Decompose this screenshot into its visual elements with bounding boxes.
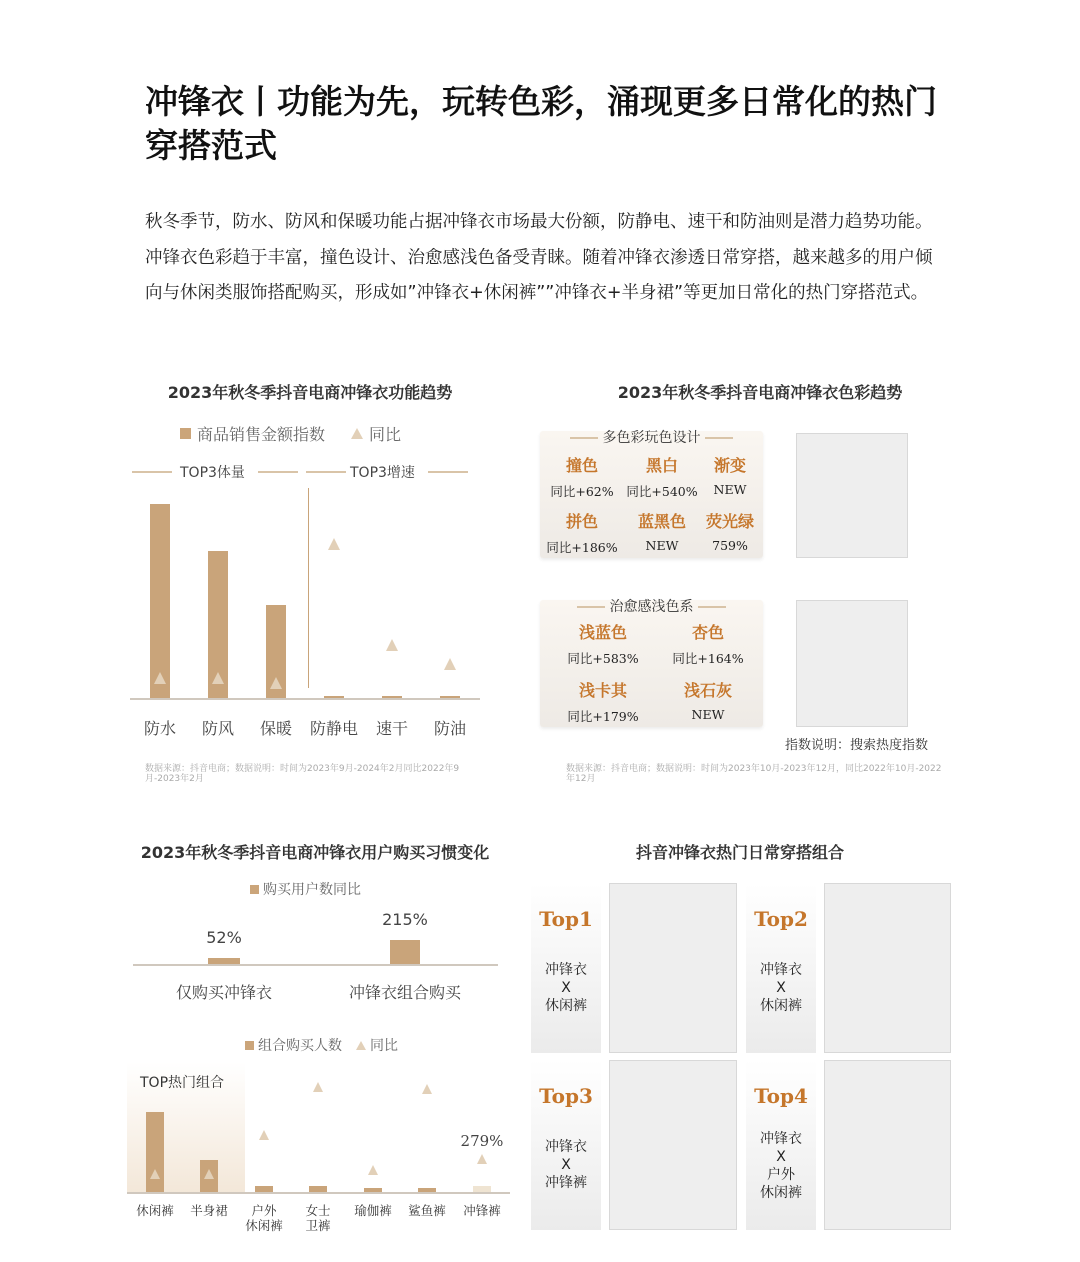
combo-label: 冲锋衣 X 冲锋裤 [545, 1139, 587, 1191]
color-value: 同比+164% [672, 651, 744, 666]
combo-bar [146, 1112, 164, 1192]
combo-legend-label: 组合购买人数 [258, 1038, 342, 1054]
color-value: 759% [712, 538, 748, 553]
bar-legend-label: 商品销售金额指数 [197, 425, 326, 444]
color-name: 杏色 [691, 623, 724, 642]
combo-bar [473, 1186, 491, 1192]
combo-yoy-marker [313, 1082, 323, 1092]
index-note: 指数说明：搜索热度指数 [785, 738, 929, 753]
group-label-top3-growth: TOP3增速 [350, 465, 415, 481]
combo-axis-labels [127, 1203, 510, 1239]
combo-bar [255, 1186, 273, 1192]
x-axis-line [130, 698, 480, 700]
outfit-tile-top1 [531, 883, 601, 1053]
triangle-legend-label: 同比 [369, 425, 402, 444]
combo-axis-label: 冲锋裤 [463, 1203, 501, 1218]
combo-axis-label: 半身裙 [190, 1203, 228, 1218]
combo-axis-label: 户外 休闲裤 [245, 1203, 283, 1233]
function-axis-label: 速干 [375, 719, 408, 738]
combo-triangle-label: 同比 [370, 1038, 398, 1054]
combo-yoy-marker [422, 1084, 432, 1094]
function-bar [382, 696, 402, 698]
outfit-photo-4 [824, 1060, 951, 1230]
yoy-marker [386, 639, 398, 651]
top-combo-label: TOP热门组合 [140, 1075, 225, 1091]
combo-axis-label: 休闲裤 [136, 1203, 174, 1218]
function-axis-label: 防风 [201, 719, 234, 738]
user-growth-bar [390, 940, 420, 964]
combo-triangle-icon [356, 1041, 366, 1050]
triangle-legend-icon [351, 428, 363, 439]
color-value: NEW [645, 538, 679, 553]
user-growth-value-label: 52% [206, 928, 242, 948]
habit-legend-label: 购买用户数同比 [263, 882, 361, 898]
color-name: 渐变 [713, 456, 746, 475]
light-color-card-header: 治愈感浅色系 [540, 596, 763, 616]
function-axis-label: 保暖 [259, 719, 292, 738]
color-name: 黑白 [645, 456, 678, 475]
combo-legend-swatch [245, 1041, 254, 1050]
group-line-left-a [132, 471, 172, 473]
yoy-marker [212, 672, 224, 684]
yoy-marker [328, 538, 340, 550]
combo-axis-label: 瑜伽裤 [354, 1203, 392, 1218]
outfit-tile-top4 [746, 1060, 816, 1230]
color-name: 浅卡其 [578, 681, 627, 700]
combo-yoy-value-label: 279% [460, 1132, 504, 1150]
color-name: 拼色 [565, 512, 598, 531]
yoy-marker [444, 658, 456, 670]
function-axis-label: 防静电 [309, 719, 358, 738]
function-axis-label: 防油 [433, 719, 466, 738]
color-value: 同比+540% [626, 484, 698, 499]
combo-axis-label: 鲨鱼裤 [408, 1203, 446, 1218]
rank-label: Top1 [539, 907, 593, 931]
x-axis-line [127, 1192, 510, 1194]
multicolor-card [540, 431, 763, 558]
color-value: 同比+186% [546, 540, 618, 555]
rank-label: Top3 [539, 1084, 593, 1108]
user-growth-axis-label: 冲锋衣组合购买 [348, 983, 461, 1002]
yoy-marker [270, 677, 282, 689]
habit-legend-swatch [250, 885, 259, 894]
user-growth-chart [133, 900, 498, 970]
color-value: 同比+583% [567, 651, 639, 666]
habit-chart-title: 2023年秋冬季抖音电商冲锋衣用户购买习惯变化 [140, 843, 490, 862]
combo-label: 冲锋衣 X 休闲裤 [545, 962, 587, 1014]
color-name: 浅石灰 [683, 681, 732, 700]
outfit-photo-3 [609, 1060, 737, 1230]
multicolor-card-header: 多色彩玩色设计 [540, 427, 763, 447]
light-color-card [540, 600, 763, 727]
combo-yoy-marker [477, 1154, 487, 1164]
user-growth-value-label: 215% [382, 910, 428, 929]
combo-bar [309, 1186, 327, 1192]
outfit-photo-1 [609, 883, 737, 1053]
color-name: 蓝黑色 [637, 512, 686, 531]
group-line-right-b [428, 471, 468, 473]
function-bar-chart [130, 480, 480, 702]
color-value: NEW [713, 482, 747, 497]
outfit-tile-top2 [746, 883, 816, 1053]
color-value: NEW [691, 707, 725, 722]
combo-yoy-marker [368, 1165, 378, 1175]
combo-yoy-marker [150, 1169, 160, 1179]
outfit-photo-2 [824, 883, 951, 1053]
color-name: 荧光绿 [705, 512, 754, 531]
function-bar [324, 696, 344, 698]
combo-axis-label: 女士 卫裤 [305, 1203, 331, 1233]
color-photo-2 [796, 600, 908, 727]
outfit-tile-top3 [531, 1060, 601, 1230]
group-line-left-b [258, 471, 298, 473]
combo-label: 冲锋衣 X 休闲裤 [760, 962, 802, 1014]
combo-purchase-chart [127, 1070, 510, 1196]
user-growth-bar [208, 958, 240, 964]
function-axis-label: 防水 [143, 719, 176, 738]
color-name: 撞色 [565, 456, 598, 475]
color-name: 浅蓝色 [578, 623, 627, 642]
bar-legend-swatch [180, 428, 191, 439]
user-growth-axis-labels [133, 980, 498, 1002]
combo-label: 冲锋衣 X 户外 休闲裤 [760, 1131, 802, 1201]
color-source-note: 数据来源：抖音电商；数据说明：时间为2023年10月-2023年12月，同比2022年10月-2022年12月 [566, 764, 942, 784]
combo-yoy-marker [259, 1130, 269, 1140]
function-source-note: 数据来源：抖音电商；数据说明：时间为2023年9月-2024年2月同比2022年9月-2023年2月 [145, 764, 460, 784]
function-chart-legend [180, 422, 401, 445]
function-bar [440, 696, 460, 698]
group-line-right-a [306, 471, 346, 473]
yoy-marker [154, 672, 166, 684]
intro-paragraph: 秋冬季节，防水、防风和保暖功能占据冲锋衣市场最大份额，防静电、速干和防油则是潜力趋势功能。冲锋衣色彩趋于丰富，撞色设计、治愈感浅色备受青睐。随着冲锋衣渗透日常穿搭，越来越多的用户倾向与休闲类服饰搭配购买，形成如”冲锋衣+休闲裤””冲锋衣+半身裙”等更加日常化的热门穿搭范式。 [145, 212, 933, 303]
combo-bar [364, 1188, 382, 1192]
habit-legend-1 [250, 879, 361, 899]
combo-yoy-marker [204, 1169, 214, 1179]
user-growth-axis-label: 仅购买冲锋衣 [175, 983, 272, 1002]
page-title: 冲锋衣丨功能为先，玩转色彩，涌现更多日常化的热门穿搭范式 [145, 82, 937, 165]
group-label-top3-volume: TOP3体量 [180, 465, 245, 481]
habit-legend-2 [245, 1035, 398, 1055]
combo-bar [418, 1188, 436, 1192]
rank-label: Top4 [754, 1084, 808, 1108]
rank-label: Top2 [754, 907, 808, 931]
outfit-title: 抖音冲锋衣热门日常穿搭组合 [635, 843, 844, 862]
function-bar [150, 504, 170, 698]
function-axis-labels [130, 716, 480, 740]
function-chart-title: 2023年秋冬季抖音电商冲锋衣功能趋势 [167, 383, 453, 402]
x-axis-line [133, 964, 498, 966]
color-photo-1 [796, 433, 908, 558]
color-value: 同比+62% [550, 484, 614, 499]
color-value: 同比+179% [567, 709, 639, 724]
color-chart-title: 2023年秋冬季抖音电商冲锋衣色彩趋势 [617, 383, 903, 402]
